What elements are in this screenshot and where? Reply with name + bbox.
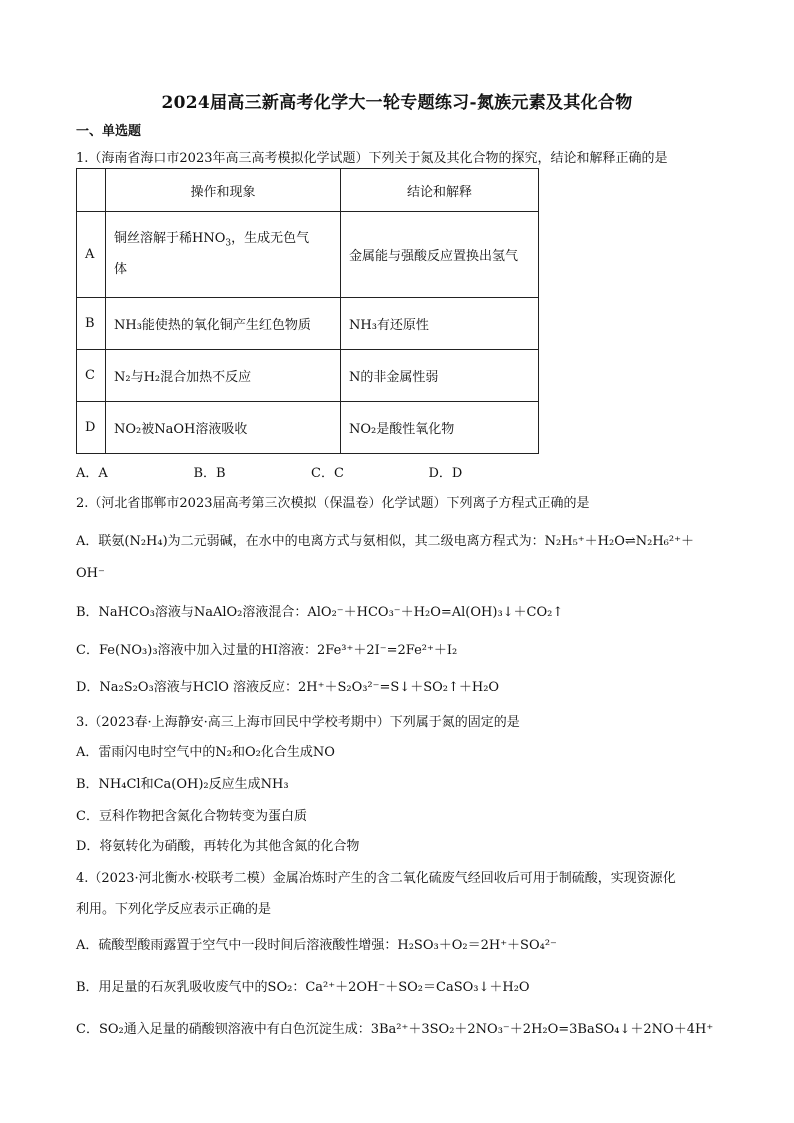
row-operation — [106, 212, 341, 298]
op-subscript: 3 — [225, 238, 232, 249]
question-1-stem: 1.（海南省海口市2023年高三高考模拟化学试题）下列关于氮及其化合物的探究，结论和解释正确的是 — [76, 151, 668, 166]
question-4-option-a: A．硫酸型酸雨露置于空气中一段时间后溶液酸性增强：H₂SO₃＋O₂＝2H⁺＋SO₄²⁻ — [76, 938, 557, 953]
question-3-stem: 3.（2023春·上海静安·高三上海市回民中学校考期中）下列属于氮的固定的是 — [76, 715, 520, 730]
op-text-part: ，生成无色气 — [231, 231, 310, 247]
row-operation: N₂与H₂混合加热不反应 — [106, 350, 341, 402]
table-header-row — [77, 169, 539, 212]
question-3-option-d: D．将氨转化为硝酸，再转化为其他含氮的化合物 — [76, 839, 360, 854]
op-text-part: 体 — [114, 261, 128, 277]
question-4-stem-cont: 利用。下列化学反应表示正确的是 — [76, 902, 272, 917]
op-text-part: 铜丝溶解于稀HNO — [114, 231, 226, 247]
question-2-option-b: B．NaHCO₃溶液与NaAlO₂溶液混合：AlO₂⁻＋HCO₃⁻＋H₂O=Al(OH)₃↓＋CO₂↑ — [76, 605, 564, 620]
table-row — [77, 298, 539, 350]
question-4-option-b: B．用足量的石灰乳吸收废气中的SO₂：Ca²⁺＋2OH⁻＋SO₂＝CaSO₃↓＋H₂O — [76, 980, 530, 995]
page-title: 2024届高三新高考化学大一轮专题练习-氮族元素及其化合物 — [161, 93, 633, 113]
choice-d: D．D — [428, 466, 463, 481]
question-1-choices — [76, 462, 546, 481]
row-key: A — [77, 212, 106, 298]
question-3-option-b: B．NH₄Cl和Ca(OH)₂反应生成NH₃ — [76, 777, 289, 792]
row-conclusion: NH₃有还原性 — [341, 298, 539, 350]
row-key: D — [77, 402, 106, 454]
question-3-option-c: C．豆科作物把含氮化合物转变为蛋白质 — [76, 809, 307, 824]
question-2-option-a: A．联氨(N₂H₄)为二元弱碱，在水中的电离方式与氨相似，其二级电离方程式为：N₂H₅⁺＋H₂O⇌N₂H₆²⁺＋ — [76, 534, 694, 549]
question-2-option-c: C．Fe(NO₃)₃溶液中加入过量的HI溶液：2Fe³⁺＋2I⁻=2Fe²⁺＋I₂ — [76, 643, 458, 658]
table-header-blank — [77, 169, 106, 212]
choice-b: B．B — [193, 466, 226, 481]
row-conclusion: 金属能与强酸反应置换出氢气 — [341, 212, 539, 298]
table-header-conclusion: 结论和解释 — [341, 169, 539, 212]
row-key: C — [77, 350, 106, 402]
question-1-table — [76, 168, 539, 454]
table-header-operation: 操作和现象 — [106, 169, 341, 212]
table-row — [77, 350, 539, 402]
row-operation: NO₂被NaOH溶液吸收 — [106, 402, 341, 454]
section-heading: 一、单选题 — [76, 124, 142, 139]
question-2-option-a-cont: OH⁻ — [76, 566, 105, 581]
choice-c: C．C — [311, 466, 344, 481]
question-4-option-c: C．SO₂通入足量的硝酸钡溶液中有白色沉淀生成：3Ba²⁺＋3SO₂＋2NO₃⁻＋2H₂O=3BaSO₄↓＋2NO＋4H⁺ — [76, 1022, 714, 1037]
row-conclusion: N的非金属性弱 — [341, 350, 539, 402]
question-4-stem: 4.（2023·河北衡水·校联考二模）金属冶炼时产生的含二氧化硫废气经回收后可用于制硫酸，实现资源化 — [76, 871, 676, 886]
row-conclusion: NO₂是酸性氧化物 — [341, 402, 539, 454]
question-2-stem: 2.（河北省邯郸市2023届高考第三次模拟（保温卷）化学试题）下列离子方程式正确的是 — [76, 496, 590, 511]
table-row — [77, 402, 539, 454]
question-2-option-d: D．Na₂S₂O₃溶液与HClO 溶液反应：2H⁺＋S₂O₃²⁻=S↓＋SO₂↑＋H₂O — [76, 680, 500, 695]
row-operation: NH₃能使热的氧化铜产生红色物质 — [106, 298, 341, 350]
choice-a: A．A — [76, 466, 108, 481]
table-row — [77, 212, 539, 298]
question-3-option-a: A．雷雨闪电时空气中的N₂和O₂化合生成NO — [76, 745, 335, 760]
row-key: B — [77, 298, 106, 350]
